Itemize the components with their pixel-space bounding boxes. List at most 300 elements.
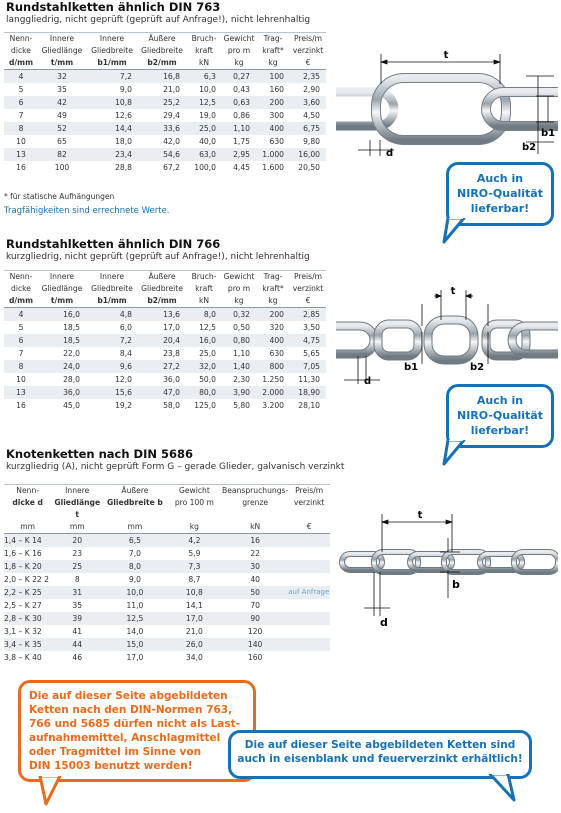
table-cell: [288, 625, 330, 638]
table-cell: 35: [57, 85, 67, 94]
table-cell: 19,2: [115, 401, 132, 410]
table-cell: 28,10: [298, 401, 320, 410]
table-cell: 17,0: [163, 323, 180, 332]
table-cell: 12,5: [199, 323, 216, 332]
table-cell: 4,75: [290, 334, 326, 347]
table-cell: 320: [269, 323, 284, 332]
header-cell: dicke d: [12, 498, 43, 507]
table-cell: 3,90: [222, 386, 256, 399]
short-link-chain-illustration: [336, 284, 558, 386]
table-cell: 21,0: [163, 85, 180, 94]
dim-label-d: d: [364, 376, 372, 386]
unit-cell: b2/mm: [138, 57, 186, 70]
din5686-table: [4, 484, 330, 664]
table-row: [4, 612, 330, 625]
table-cell: 4: [4, 70, 38, 84]
table-cell: 8,4: [119, 349, 132, 358]
table-row: [4, 560, 330, 573]
table-cell: [288, 534, 330, 548]
unit-cell: mm: [51, 521, 103, 534]
table-cell: 63,0: [186, 148, 222, 161]
header-cell: Innere: [49, 34, 75, 43]
table-cell: 46: [72, 653, 83, 662]
table-cell: 4: [4, 308, 38, 322]
table-cell: 1,75: [233, 137, 250, 146]
table-cell: [288, 599, 330, 612]
table-cell: 12,0: [115, 375, 132, 384]
table-cell: 200: [256, 96, 290, 109]
bubble-line: lieferbar!: [470, 202, 530, 215]
table-cell: 58,0: [163, 401, 180, 410]
table-cell: 5,65: [303, 349, 320, 358]
table-cell: 20: [51, 534, 103, 548]
warning-tail-icon: [36, 776, 70, 810]
header-cell: grenze: [242, 498, 269, 507]
table-cell: 32: [38, 70, 86, 84]
niro-bubble-1: [446, 162, 554, 226]
dim-label-b2: b2: [470, 362, 485, 373]
header-cell: kraft: [195, 284, 213, 293]
section-din5686: [6, 447, 556, 472]
unit-cell: kN: [222, 521, 288, 534]
warning-line: Die auf dieser Seite abgebildeten: [29, 690, 228, 702]
header-cell: Gliedbreite b: [107, 498, 163, 507]
table-cell: 400: [256, 334, 290, 347]
table-cell: 300: [269, 111, 284, 120]
table-cell: 45,0: [63, 401, 80, 410]
header-cell: dicke: [11, 46, 31, 55]
table-cell: 18,5: [38, 334, 86, 347]
section-subtitle: kurzgliedrig, nicht geprüft (geprüft auf Anfrage!), nicht lehrenhaltig: [6, 252, 310, 262]
table-cell: 52: [38, 122, 86, 135]
table-cell: 82: [38, 148, 86, 161]
warning-line: DIN 15003 benutzt werden!: [29, 760, 193, 772]
header-cell: Gliedlänge: [41, 284, 83, 293]
info-tail-icon: [486, 774, 520, 808]
table-cell: 200: [256, 308, 290, 322]
table-cell: 6: [4, 96, 38, 109]
table-cell: 8,0: [103, 560, 167, 573]
table-cell: 29,4: [163, 111, 180, 120]
table-cell: 50: [222, 586, 288, 599]
table-cell: [288, 560, 330, 573]
header-cell: kraft*: [262, 284, 284, 293]
info-callout: [228, 730, 532, 779]
table-row: [4, 122, 326, 135]
bubble-line: NIRO-Qualität: [457, 187, 543, 200]
table-cell: 28,8: [115, 163, 132, 172]
table-cell: 16: [16, 163, 26, 172]
knot-chain-illustration: [336, 508, 558, 632]
table-cell: 3,1 – K 32: [4, 627, 42, 636]
header-cell: kraft*: [262, 46, 284, 55]
table-cell: 23,8: [163, 349, 180, 358]
table-cell: 14,1: [185, 601, 203, 610]
dim-label-b2: b2: [522, 142, 537, 153]
unit-cell: €: [288, 521, 330, 534]
table-cell: 0,86: [233, 111, 250, 120]
table-cell: 49: [57, 111, 67, 120]
table-cell: 16,0: [186, 334, 222, 347]
table-cell: 90: [222, 612, 288, 625]
table-cell: 1,6 – K 16: [4, 549, 42, 558]
table-cell: 7,2: [86, 334, 138, 347]
table-cell: 17,0: [167, 612, 222, 625]
header-cell: Preis/m: [293, 34, 323, 43]
table-cell: 2,85: [290, 308, 326, 322]
table-cell: [288, 612, 330, 625]
table-row: [4, 308, 326, 322]
info-line: Die auf dieser Seite abgebildeten Ketten sind: [244, 739, 516, 751]
warning-line: Ketten nach den DIN-Normen 763,: [29, 704, 233, 716]
unit-cell: kg: [222, 295, 256, 308]
unit-cell: €: [290, 57, 326, 70]
table-cell: 120: [247, 627, 263, 636]
table-cell: 630: [269, 137, 284, 146]
table-cell: 16,00: [290, 148, 326, 161]
bubble-line: Auch in: [476, 394, 524, 407]
table-cell: 6,75: [290, 122, 326, 135]
table-cell: 16,8: [138, 70, 186, 84]
info-link[interactable]: Tragfähigkeiten sind errechnete Werte.: [4, 206, 170, 216]
table-cell: 12,6: [115, 111, 132, 120]
table-cell: 2,90: [303, 85, 320, 94]
table-row: [4, 321, 326, 334]
table-cell: 6,5: [103, 534, 167, 548]
header-cell: Trag-: [263, 272, 283, 281]
table-cell: 1.600: [262, 163, 284, 172]
table-cell: 12,5: [103, 612, 167, 625]
table-cell: 7,0: [128, 549, 141, 558]
unit-cell: mm: [103, 521, 167, 534]
header-cell: Trag-: [263, 34, 283, 43]
table-cell: 18,5: [63, 323, 80, 332]
table-row: [4, 547, 330, 560]
header-cell: verzinkt: [292, 284, 324, 293]
unit-cell: d/mm: [4, 57, 38, 70]
table-cell: 25,2: [138, 96, 186, 109]
table-cell: 33,6: [138, 122, 186, 135]
unit-cell: kg: [256, 295, 290, 308]
table-cell: 3.200: [262, 401, 284, 410]
header-cell: Bruch-: [191, 272, 217, 281]
table-cell: 22,0: [63, 349, 80, 358]
table-cell: 100: [256, 70, 290, 84]
table-cell: 0,63: [222, 96, 256, 109]
table-row: [4, 534, 330, 548]
table-cell: 65: [57, 137, 67, 146]
header-cell: Gliedbreite: [141, 284, 183, 293]
table-cell: 21,0: [185, 627, 203, 636]
unit-cell: €: [290, 295, 326, 308]
header-cell: Nenn-: [16, 486, 40, 495]
din763-table: [4, 32, 326, 174]
table-cell: 41: [72, 627, 83, 636]
table-cell: 10,0: [199, 85, 216, 94]
warning-line: 766 und 5685 dürfen nicht als Last-: [29, 718, 241, 730]
table-cell: 160: [247, 653, 263, 662]
table-cell: 18,90: [290, 386, 326, 399]
section-title: Knotenketten nach DIN 5686: [6, 447, 194, 461]
table-cell: 2.000: [256, 386, 290, 399]
table-cell: 10: [16, 375, 26, 384]
table-cell: 22: [250, 549, 260, 558]
section-din766: [6, 237, 556, 262]
bubble-line: NIRO-Qualität: [457, 409, 543, 422]
table-cell: auf Anfrage: [288, 586, 330, 599]
table-cell: 25,0: [199, 349, 216, 358]
header-cell: verzinkt: [293, 498, 325, 507]
unit-cell: kN: [186, 57, 222, 70]
section-title: Rundstahlketten ähnlich DIN 766: [6, 237, 221, 251]
dim-label-b: b: [452, 578, 460, 591]
table-cell: 15,6: [86, 386, 138, 399]
table-cell: 1,40: [222, 360, 256, 373]
table-row: [4, 651, 330, 664]
table-row: [4, 96, 326, 109]
header-cell: Nenn-: [9, 34, 33, 43]
table-cell: 30: [222, 560, 288, 573]
table-cell: [288, 651, 330, 664]
unit-cell: mm: [4, 521, 51, 534]
table-cell: 23,4: [86, 148, 138, 161]
header-cell: pro m: [227, 46, 251, 55]
unit-cell: b1/mm: [86, 295, 138, 308]
table-cell: 2,30: [233, 375, 250, 384]
table-cell: 9,0: [128, 575, 141, 584]
table-cell: 34,0: [185, 653, 203, 662]
header-cell: Preis/m: [295, 486, 324, 495]
bubble-line: Auch in: [476, 172, 524, 185]
table-cell: 7,05: [290, 360, 326, 373]
long-link-chain-illustration: [336, 44, 558, 162]
table-cell: 15,0: [103, 638, 167, 651]
table-cell: 10,0: [103, 586, 167, 599]
table-cell: 50,0: [199, 375, 216, 384]
section-din763: [6, 0, 556, 25]
table-cell: 1.250: [262, 375, 284, 384]
table-cell: 1,10: [222, 122, 256, 135]
table-cell: 16,0: [38, 308, 86, 322]
table-cell: 7,2: [86, 70, 138, 84]
unit-cell: kg: [256, 57, 290, 70]
table-cell: 8,7: [188, 575, 201, 584]
table-cell: 10: [16, 137, 26, 146]
table-cell: 1,8 – K 20: [4, 560, 51, 573]
unit-cell: kg: [222, 57, 256, 70]
table-cell: 4,45: [233, 163, 250, 172]
table-cell: 32,0: [186, 360, 222, 373]
table-row: [4, 625, 330, 638]
table-cell: [288, 573, 330, 586]
table-cell: 3,4 – K 35: [4, 638, 51, 651]
section-title: Rundstahlketten ähnlich DIN 763: [6, 0, 221, 14]
table-cell: 54,6: [138, 148, 186, 161]
table-cell: 13: [4, 386, 38, 399]
table-cell: 0,32: [222, 308, 256, 322]
header-cell: Gliedlänge: [41, 46, 83, 55]
table-cell: 42: [38, 96, 86, 109]
dim-label-t: t: [443, 50, 449, 61]
table-cell: 70: [250, 601, 260, 610]
warning-callout: [18, 680, 256, 782]
table-cell: 36,0: [38, 386, 86, 399]
table-row: [4, 360, 326, 373]
header-cell: Äußere: [148, 272, 176, 281]
table-cell: 100,0: [194, 163, 216, 172]
table-cell: 9,6: [86, 360, 138, 373]
table-cell: 11,30: [298, 375, 320, 384]
table-cell: 10,8: [86, 96, 138, 109]
table-cell: 27,2: [138, 360, 186, 373]
table-cell: 7: [18, 111, 24, 120]
table-cell: 2,0 – K 22 2: [4, 575, 50, 584]
unit-cell: t/mm: [38, 57, 86, 70]
table-cell: 3,8 – K 40: [4, 653, 42, 662]
table-cell: 24,0: [38, 360, 86, 373]
table-cell: [288, 638, 330, 651]
table-cell: 8: [4, 360, 38, 373]
header-cell: Nenn-: [9, 272, 33, 281]
dim-label-d: d: [386, 148, 394, 159]
table-cell: 0,27: [222, 70, 256, 84]
header-cell: Gewicht: [223, 272, 255, 281]
table-cell: 160: [269, 85, 284, 94]
header-cell: pro 100 m: [174, 498, 214, 507]
table-cell: 16: [16, 401, 26, 410]
niro-bubble-2: [446, 384, 554, 448]
header-cell: Beanspruchungs-: [222, 486, 289, 495]
table-cell: 8: [4, 122, 38, 135]
header-cell: Innere: [99, 272, 125, 281]
table-cell: 6: [4, 334, 38, 347]
section-subtitle: langgliedrig, nicht geprüft (geprüft auf Anfrage!), nicht lehrenhaltig: [6, 15, 311, 25]
table-row: [4, 599, 330, 612]
table-row: [4, 83, 326, 96]
table-cell: 20,4: [138, 334, 186, 347]
section-subtitle: kurzgliedrig (A), nicht geprüft Form G – gerade Glieder, galvanisch verzinkt: [6, 462, 345, 472]
table-cell: 44: [51, 638, 103, 651]
table-cell: 800: [256, 360, 290, 373]
table-cell: 1,10: [233, 349, 250, 358]
header-cell: dicke: [11, 284, 31, 293]
table-cell: 5: [18, 85, 24, 94]
table-cell: 40: [250, 575, 260, 584]
table-cell: 5,9: [188, 549, 201, 558]
table-cell: 140: [222, 638, 288, 651]
header-cell: Gliedbreite: [91, 284, 133, 293]
table-cell: 0,80: [222, 334, 256, 347]
table-row: [4, 70, 326, 84]
table-row: [4, 638, 330, 651]
unit-cell: kg: [167, 521, 222, 534]
table-cell: 400: [256, 122, 290, 135]
table-cell: 19,0: [199, 111, 216, 120]
table-cell: 25,0: [186, 122, 222, 135]
table-cell: 35: [72, 601, 83, 610]
table-cell: 18,0: [115, 137, 132, 146]
table-cell: [288, 547, 330, 560]
dim-label-t: t: [417, 510, 423, 521]
table-cell: 4,8: [86, 308, 138, 322]
table-cell: 1.000: [256, 148, 290, 161]
table-cell: 26,0: [167, 638, 222, 651]
header-cell: Äußere: [121, 486, 149, 495]
unit-cell: b1/mm: [86, 57, 138, 70]
table-cell: 11,0: [126, 601, 144, 610]
table-row: [4, 109, 326, 122]
warning-line: aufnahmemittel, Anschlagmittel: [29, 732, 221, 744]
table-cell: 10,8: [167, 586, 222, 599]
header-cell: kraft: [195, 46, 213, 55]
dim-label-t: t: [450, 286, 456, 297]
warning-line: oder Tragmittel im Sinne von: [29, 746, 202, 758]
table-cell: 31: [51, 586, 103, 599]
table-cell: 47,0: [138, 386, 186, 399]
header-cell: Bruch-: [191, 34, 217, 43]
table-cell: 14,0: [126, 627, 144, 636]
unit-cell: b2/mm: [138, 295, 186, 308]
header-cell: Gliedbreite: [141, 46, 183, 55]
header-cell: Innere: [99, 34, 125, 43]
unit-cell: t/mm: [38, 295, 86, 308]
header-cell: Gewicht: [178, 486, 210, 495]
table-row: [4, 573, 330, 586]
table-cell: 13: [4, 148, 38, 161]
table-cell: 20,50: [298, 163, 320, 172]
table-row: [4, 148, 326, 161]
table-cell: 7: [18, 349, 24, 358]
dim-label-b1: b1: [541, 128, 556, 139]
header-cell: Äußere: [148, 34, 176, 43]
table-cell: 9,0: [119, 85, 132, 94]
table-cell: 4,50: [303, 111, 320, 120]
table-cell: 25: [51, 560, 103, 573]
table-cell: 0,43: [233, 85, 250, 94]
table-cell: 14,4: [86, 122, 138, 135]
table-cell: 12,5: [186, 96, 222, 109]
table-cell: 2,2 – K 25: [4, 586, 51, 599]
table-cell: 3,60: [290, 96, 326, 109]
table-cell: 42,0: [163, 137, 180, 146]
table-cell: 67,2: [163, 163, 180, 172]
table-cell: 2,95: [222, 148, 256, 161]
table-row: [4, 135, 326, 148]
table-cell: 23: [72, 549, 83, 558]
table-cell: 7,3: [167, 560, 222, 573]
table-row: [4, 161, 326, 174]
dim-label-b1: b1: [404, 362, 419, 373]
table-row: [4, 334, 326, 347]
header-cell: Innere: [49, 272, 75, 281]
table-cell: 5,80: [233, 401, 250, 410]
table-cell: 28,0: [63, 375, 80, 384]
table-cell: 16: [222, 534, 288, 548]
bubble-line: lieferbar!: [470, 424, 530, 437]
table-row: [4, 399, 326, 412]
unit-cell: kN: [186, 295, 222, 308]
table-cell: 3,50: [303, 323, 320, 332]
footnote: * für statische Aufhängungen: [4, 192, 115, 201]
table-cell: 2,5 – K 27: [4, 601, 42, 610]
din766-table: [4, 270, 326, 412]
table-cell: 1,4 – K 14: [4, 534, 51, 548]
table-cell: 4,2: [167, 534, 222, 548]
dim-label-d: d: [380, 616, 388, 629]
unit-cell: d/mm: [4, 295, 38, 308]
table-cell: 17,0: [126, 653, 144, 662]
table-row: [4, 347, 326, 360]
